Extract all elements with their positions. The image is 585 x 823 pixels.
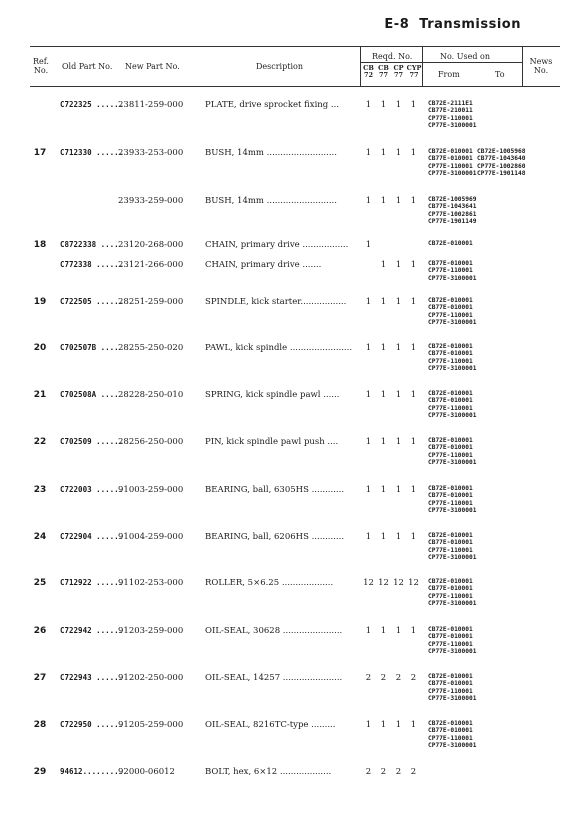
required-qty: 1 [395,196,402,206]
header-divider [422,46,423,86]
required-qty: 1 [395,390,402,400]
used-from-serial: CP77E-110001 [428,640,473,648]
header-to: To [495,70,505,79]
table-row [0,485,585,515]
old-part-number: C722950 ...... [60,720,124,729]
required-qty: 1 [410,485,417,495]
required-qty: 1 [395,437,402,447]
part-description: PIN, kick spindle pawl push .... [205,437,339,447]
ref-number: 26 [33,626,47,636]
used-from-serial: CB77E-010001 [428,444,473,452]
used-from-serial: CP77E-110001 [428,162,473,170]
old-part-number: C702508A .... [60,390,119,399]
required-qty: 1 [410,437,417,447]
ref-number: 29 [33,767,47,777]
new-part-number: 91203-259-000 [118,626,184,636]
required-qty: 1 [365,626,372,636]
header-top-rule [30,46,560,47]
header-divider [360,46,361,86]
required-qty: 1 [395,100,402,110]
used-from-serial: CP77E-3100001 [428,742,477,750]
required-qty: 1 [365,196,372,206]
required-qty: 1 [395,260,402,270]
required-qty: 1 [380,196,387,206]
table-row [0,297,585,327]
new-part-number: 91205-259-000 [118,720,184,730]
used-from-serial: CP77E-3100001 [428,554,477,562]
new-part-number: 91004-259-000 [118,532,184,542]
header-reqd: Reqd. No. [372,52,413,61]
table-row [0,240,585,252]
used-from-serial: CB72E-010001 [428,673,473,680]
required-qty: 1 [365,390,372,400]
page-title [384,17,521,32]
used-from-serial: CP77E-110001 [428,499,473,507]
required-qty: 1 [395,485,402,495]
table-row [0,767,585,779]
used-from-list [428,673,476,703]
required-qty: 1 [365,720,372,730]
used-from-serial: CB72E-010001 [428,626,473,633]
used-from-serial: CP77E-3100001 [428,274,477,282]
used-from-serial: CP77E-3100001 [428,122,477,130]
used-from-serial: CP77E-110001 [428,687,473,695]
old-part-number: C712330 ...... [60,148,124,157]
required-qty: 1 [380,297,387,307]
required-qty: 1 [380,260,387,270]
used-from-serial: CP77E-110001 [428,592,473,600]
used-from-serial: CB72E-010001 [428,240,473,247]
used-from-serial: CB77E-010001 [428,680,473,688]
used-from-list [428,297,476,327]
required-qty: 12 [378,578,389,588]
used-from-serial: CB72E-010001 [428,437,473,444]
header-bottom-rule [30,86,560,87]
ref-number: 25 [33,578,47,588]
header-description: Description [256,62,303,71]
ref-number: 28 [33,720,47,730]
new-part-number: 92000-06012 [118,767,175,777]
required-qty: 1 [365,485,372,495]
old-part-number: C722003 ...... [60,485,124,494]
part-description: PAWL, kick spindle ....................... [205,343,353,353]
used-from-serial: CB72E-1005969 [428,196,477,203]
new-part-number: 28251-259-000 [118,297,184,307]
used-from-serial: CB77E-010001 [428,633,473,641]
used-to-serial: CB72E-1005968 [477,148,526,155]
used-from-serial: CB72E-010001 [428,297,473,304]
header-old-part: Old Part No. [62,62,113,71]
used-from-serial: CB77E-010001 [428,304,473,312]
used-from-list [428,148,476,178]
used-from-serial: CB77E-010001 [428,585,473,593]
used-from-serial: CB72E-010001 [428,390,473,397]
header-new-part: New Part No. [125,62,180,71]
table-row [0,390,585,420]
new-part-number: 23120-268-000 [118,240,184,250]
new-part-number: 28255-250-020 [118,343,184,353]
required-qty: 1 [395,297,402,307]
required-qty: 1 [365,343,372,353]
used-from-serial: CP77E-3100001 [428,365,477,373]
old-part-number: C712922 ...... [60,578,124,587]
used-rule [422,62,522,63]
new-part-number: 91202-250-000 [118,673,184,683]
table-row [0,100,585,130]
required-qty: 1 [365,437,372,447]
new-part-number: 23121-266-000 [118,260,184,270]
table-row [0,437,585,467]
required-qty: 12 [393,578,404,588]
required-qty: 1 [410,100,417,110]
used-from-serial: CP77E-3100001 [428,319,477,327]
used-from-serial: CB77E-010001 [428,260,473,267]
required-qty: 1 [395,626,402,636]
ref-number: 21 [33,390,47,400]
header-from: From [438,70,460,79]
ref-number: 18 [33,240,47,250]
part-description: BUSH, 14mm .......................... [205,196,337,206]
part-description: OIL-SEAL, 14257 ...................... [205,673,343,683]
required-qty: 1 [410,196,417,206]
new-part-number: 23933-253-000 [118,148,184,158]
used-from-serial: CB77E-1043641 [428,203,477,211]
used-from-serial: CP77E-110001 [428,734,473,742]
ref-number: 22 [33,437,47,447]
old-part-number: C772338 ...... [60,260,124,269]
table-row [0,260,585,282]
used-from-serial: CB72E-010001 [428,485,473,492]
part-description: OIL-SEAL, 30628 ...................... [205,626,343,636]
used-from-serial: CP77E-3100001 [428,507,477,515]
used-from-list [428,532,476,562]
required-qty: 2 [410,767,417,777]
used-from-serial: CP77E-1901149 [428,218,477,226]
used-from-list [428,390,476,420]
used-from-serial: CP77E-110001 [428,114,473,122]
required-qty: 1 [380,148,387,158]
required-qty: 1 [380,720,387,730]
old-part-number: C8722338 .... [60,240,119,249]
required-qty: 2 [395,767,402,777]
ref-number: 19 [33,297,47,307]
required-qty: 1 [380,100,387,110]
ref-number: 27 [33,673,47,683]
required-qty: 2 [380,767,387,777]
used-from-serial: CB77E-010001 [428,727,473,735]
used-from-serial: CP77E-3100001 [428,600,477,608]
required-qty: 1 [410,260,417,270]
used-to-serial: CB77E-1043640 [477,155,526,163]
reqd-rule [360,62,422,63]
used-from-serial: CP77E-3100001 [428,170,477,178]
old-part-number: C722505 ...... [60,297,124,306]
old-part-number: C722904 ...... [60,532,124,541]
header-used-on: No. Used on [440,52,490,61]
ref-number: 23 [33,485,47,495]
required-qty: 1 [410,343,417,353]
header-divider [522,46,523,86]
used-from-serial: CB72E-010001 [428,532,473,539]
old-part-number: C722943 ...... [60,673,124,682]
used-from-list [428,196,476,226]
new-part-number: 23811-259-000 [118,100,184,110]
header-news: News No. [529,57,553,75]
table-row [0,673,585,703]
required-qty: 1 [410,532,417,542]
used-from-serial: CB72E-010001 [428,720,473,727]
page-section: Transmission [419,17,521,32]
required-qty: 1 [410,297,417,307]
used-from-list [428,240,473,247]
used-from-list [428,720,476,750]
part-description: PLATE, drive sprocket fixing ... [205,100,340,110]
table-row [0,148,585,178]
required-qty: 1 [365,240,372,250]
required-qty: 1 [410,390,417,400]
used-from-list [428,260,476,282]
required-qty: 1 [365,148,372,158]
required-qty: 1 [365,532,372,542]
used-from-serial: CP77E-110001 [428,404,473,412]
table-row [0,532,585,562]
part-description: CHAIN, primary drive ................. [205,240,349,250]
used-from-serial: CB77E-010001 [428,539,473,547]
used-from-serial: CP77E-110001 [428,357,473,365]
required-qty: 1 [380,437,387,447]
page-code: E-8 [384,17,410,32]
old-part-number: 94612......... [60,767,124,776]
ref-number: 20 [33,343,47,353]
used-from-list [428,343,476,373]
used-to-serial: CP77E-1901148 [477,170,526,178]
table-row [0,578,585,608]
table-row [0,196,585,226]
new-part-number: 23933-259-000 [118,196,184,206]
old-part-number: C702507B .... [60,343,119,352]
required-qty: 1 [365,100,372,110]
table-row [0,720,585,750]
used-from-serial: CP77E-110001 [428,451,473,459]
header-model: CP 77 [393,64,404,79]
required-qty: 12 [408,578,419,588]
new-part-number: 28256-250-000 [118,437,184,447]
old-part-number: C722942 ...... [60,626,124,635]
used-from-serial: CP77E-3100001 [428,459,477,467]
used-from-serial: CB72E-010001 [428,578,473,585]
required-qty: 1 [380,626,387,636]
part-description: ROLLER, 5×6.25 ................... [205,578,334,588]
used-from-list [428,100,476,130]
used-from-serial: CB72E-2111E1 [428,100,473,107]
used-from-serial: CP77E-110001 [428,546,473,554]
required-qty: 2 [380,673,387,683]
required-qty: 1 [410,720,417,730]
used-from-serial: CB77E-010001 [428,397,473,405]
used-from-list [428,437,476,467]
part-description: CHAIN, primary drive ....... [205,260,322,270]
old-part-number: C722325 ...... [60,100,124,109]
required-qty: 2 [410,673,417,683]
required-qty: 12 [363,578,374,588]
required-qty: 1 [395,720,402,730]
used-from-serial: CP77E-1002861 [428,210,477,218]
required-qty: 2 [365,767,372,777]
used-from-serial: CB77E-010001 [428,350,473,358]
used-from-list [428,626,476,656]
table-row [0,343,585,373]
new-part-number: 91003-259-000 [118,485,184,495]
part-description: BEARING, ball, 6305HS ............ [205,485,345,495]
part-description: OIL-SEAL, 8216TC-type ......... [205,720,336,730]
used-from-serial: CB77E-010001 [428,155,473,163]
used-from-serial: CP77E-3100001 [428,695,477,703]
required-qty: 2 [365,673,372,683]
required-qty: 1 [395,343,402,353]
used-from-serial: CP77E-110001 [428,267,473,275]
part-description: BEARING, ball, 6206HS ............ [205,532,345,542]
required-qty: 1 [395,532,402,542]
required-qty: 1 [410,148,417,158]
part-description: BOLT, hex, 6×12 ................... [205,767,332,777]
required-qty: 1 [380,532,387,542]
header-ref: Ref. No. [33,57,49,75]
part-description: SPRING, kick spindle pawl ...... [205,390,340,400]
new-part-number: 91102-253-000 [118,578,184,588]
part-description: SPINDLE, kick starter................. [205,297,347,307]
header-model: CYP 77 [406,64,422,79]
header-model: CB 72 [363,64,374,79]
used-from-serial: CP77E-110001 [428,311,473,319]
used-from-serial: CB72E-010001 [428,343,473,350]
used-from-serial: CP77E-3100001 [428,412,477,420]
ref-number: 24 [33,532,47,542]
required-qty: 1 [380,485,387,495]
part-description: BUSH, 14mm .......................... [205,148,337,158]
required-qty: 1 [365,297,372,307]
required-qty: 1 [410,626,417,636]
used-from-list [428,485,476,515]
used-from-serial: CB72E-010001 [428,148,473,155]
ref-number: 17 [33,148,47,158]
header-model: CB 77 [378,64,389,79]
used-to-list [477,148,525,178]
used-from-serial: CB77E-210011 [428,107,473,115]
used-from-list [428,578,476,608]
used-from-serial: CB77E-010001 [428,492,473,500]
required-qty: 1 [380,343,387,353]
used-to-serial: CP77E-1002860 [477,162,526,170]
required-qty: 2 [395,673,402,683]
required-qty: 1 [380,390,387,400]
new-part-number: 28228-250-010 [118,390,184,400]
table-row [0,626,585,656]
old-part-number: C702509 ...... [60,437,124,446]
required-qty: 1 [395,148,402,158]
used-from-serial: CP77E-3100001 [428,648,477,656]
